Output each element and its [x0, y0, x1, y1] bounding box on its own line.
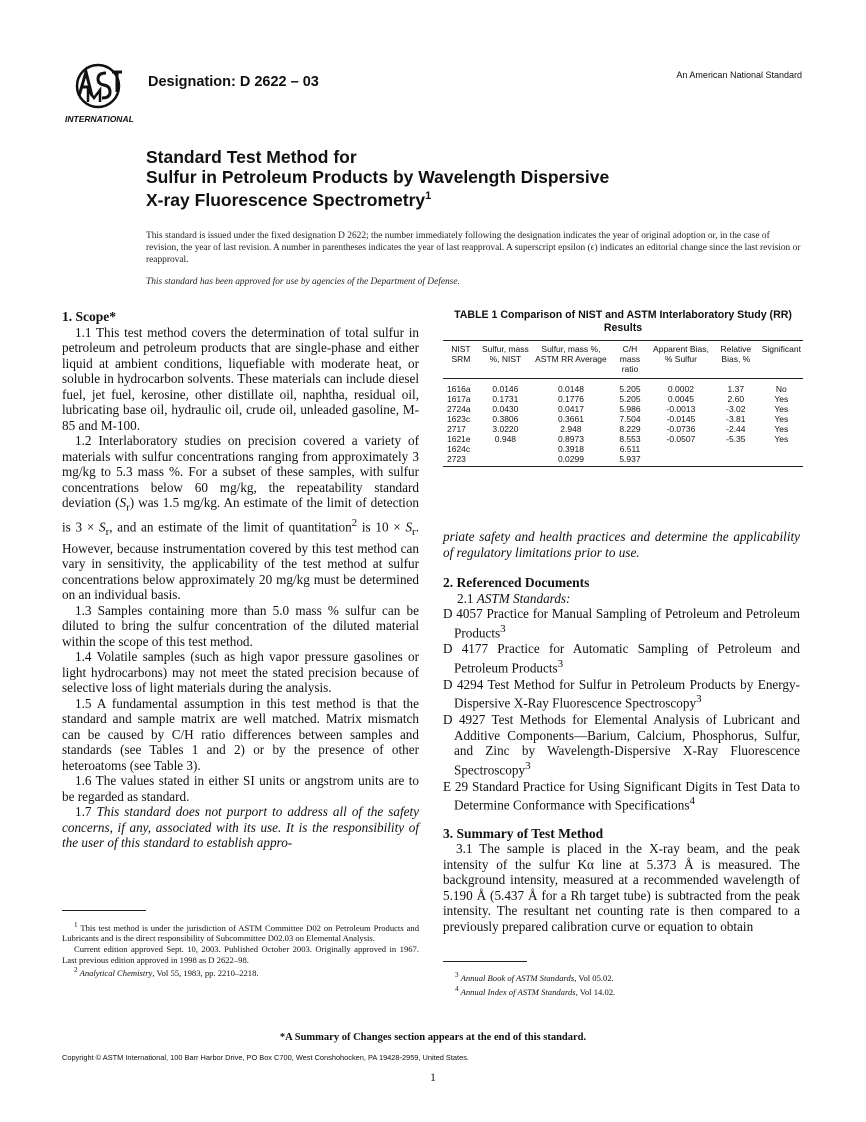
- footnotes-left: [62, 920, 419, 979]
- table-cell: 5.986: [619, 404, 641, 414]
- title-footnote-mark: 1: [425, 190, 432, 202]
- reference-item: [443, 677, 800, 711]
- table-cell: -3.02: [726, 404, 746, 414]
- footnote-1-mark: 1: [74, 921, 78, 929]
- table-cell: 0.0299: [557, 454, 584, 464]
- subsection-title: ASTM Standards:: [476, 590, 571, 606]
- logo-wordmark: INTERNATIONAL: [65, 114, 134, 124]
- p1-2-part-e: . However, because instrumentation covered by this test method can vary in sensitivity, the applicability of the test method at sulfur concentrations below approximately 20 mg/kg must be determined on an individual basis.: [62, 519, 420, 603]
- table-cell: -2.44: [726, 424, 746, 434]
- astm-standards-label: [443, 591, 800, 607]
- table-row: [443, 394, 803, 404]
- title-line-1: Standard Test Method for: [146, 147, 357, 167]
- table-cell: No: [775, 384, 787, 394]
- table-cell: 1616a: [447, 384, 471, 394]
- sr-symbol: S: [405, 519, 413, 535]
- table-row: [443, 404, 803, 414]
- table-cell: 0.8973: [557, 434, 584, 444]
- page-number: 1: [430, 1072, 436, 1084]
- title-line-3-text: X-ray Fluorescence Spectrometry: [146, 189, 426, 210]
- p1-2-part-d: is 10 ×: [357, 519, 406, 535]
- table-cell: 0.0148: [557, 384, 584, 394]
- footnote-3-text: , Vol 05.02.: [574, 972, 614, 983]
- footnote-2-title: Analytical Chemistry: [77, 968, 153, 979]
- table-cell: 3.0220: [492, 424, 519, 434]
- reference-text: D 4927 Test Methods for Elemental Analysis of Lubricant and Additive Components—Barium, Calcium, Phosphorus, Sulfur, and Zinc by Wavelength-Dispersive X-Ray Fluorescence Spectroscopy: [443, 712, 800, 778]
- p1-7-number: 1.7: [75, 804, 97, 820]
- footnote-2-text: , Vol 55, 1983, pp. 2210–2218.: [152, 968, 259, 979]
- table-cell: 5.937: [619, 454, 641, 464]
- table-header-cell: Sulfur, mass %, ASTM RR Average: [532, 341, 610, 379]
- reference-item: [443, 712, 800, 777]
- footnote-4-title: Annual Index of ASTM Standards: [458, 986, 576, 997]
- footnote-1-text: This test method is under the jurisdiction of ASTM Committee D02 on Petroleum Products and Lubricants and is the direct responsibility of Subcommittee D02.03 on Elemental Analysis.: [62, 922, 419, 944]
- table-cell: 6.511: [619, 444, 641, 454]
- table-cell: -0.0013: [666, 404, 696, 414]
- edition-note: Current edition approved Sept. 10, 2003. Published October 2003. Originally approved in 1967. Last previous edition approved in 1998 as D 2622–98.: [62, 944, 419, 965]
- right-column: [443, 529, 800, 934]
- title-line-2: Sulfur in Petroleum Products by Wavelength Dispersive: [146, 166, 610, 187]
- table-cell: 5.205: [619, 394, 641, 404]
- table-cell: 0.0045: [667, 394, 694, 404]
- table-row: [443, 434, 803, 444]
- dod-approval-notice: This standard has been approved for use by agencies of the Department of Defense.: [146, 277, 460, 287]
- paragraph-1-4: 1.4 Volatile samples (such as high vapor pressure gasolines or light hydrocarbons) may not meet the stated precision because of selective loss of light materials during the analysis.: [62, 649, 419, 696]
- table-cell: 0.0417: [557, 404, 584, 414]
- table-cell: [712, 444, 760, 454]
- table-cell: [479, 444, 532, 454]
- reference-item: [443, 606, 800, 640]
- table-header-cell: Apparent Bias, % Sulfur: [650, 341, 712, 379]
- table-cell: [760, 444, 803, 454]
- reference-list: [443, 606, 800, 813]
- table-cell: 1621e: [447, 434, 471, 444]
- referenced-documents-heading: 2. Referenced Documents: [443, 575, 590, 590]
- table-cell: Yes: [774, 424, 789, 434]
- table-cell: 0.0002: [667, 384, 694, 394]
- copyright-line: Copyright © ASTM International, 100 Barr Harbor Drive, PO Box C700, West Conshohocken, PA 19428-2959, United States.: [62, 1053, 469, 1062]
- table-cell: 0.0146: [492, 384, 519, 394]
- table-cell: 8.229: [619, 424, 641, 434]
- reference-text: D 4057 Practice for Manual Sampling of Petroleum and Petroleum Products: [443, 606, 800, 640]
- footnote-4-text: , Vol 14.02.: [575, 986, 616, 997]
- document-title: [146, 148, 806, 210]
- table-cell: 0.0430: [492, 404, 519, 414]
- sr-subscript: r: [105, 526, 110, 539]
- paragraph-3-1: 3.1 The sample is placed in the X-ray beam, and the peak intensity of the sulfur Kα line at 5.373 Å is measured. The background intensity, measured at a recommended wavelength of 5.190 Å (5.437 Å for a Rh target tube) is subtracted from the peak intensity. The resultant net counting rate is then compared to a previously prepared calibration curve or equation to obtain: [443, 841, 800, 934]
- table-cell: 2724a: [447, 404, 471, 414]
- sr-subscript: r: [412, 526, 416, 539]
- left-column: [62, 309, 419, 851]
- table-1-caption: TABLE 1 Comparison of NIST and ASTM Interlaboratory Study (RR) Results: [454, 309, 792, 334]
- reference-footnote-mark: 3: [557, 657, 564, 670]
- paragraph-1-7: [62, 804, 419, 851]
- designation: Designation: D 2622 – 03: [148, 74, 319, 90]
- table-1: [443, 340, 803, 467]
- summary-heading: 3. Summary of Test Method: [443, 825, 604, 841]
- table-cell: 0.1776: [557, 394, 584, 404]
- paragraph-1-3: 1.3 Samples containing more than 5.0 mass % sulfur can be diluted to bring the sulfur concentration of the diluted material within the scope of this test method.: [62, 602, 419, 649]
- footnote-rule: [62, 910, 146, 911]
- footnote-rule: [443, 961, 527, 962]
- national-standard-label: An American National Standard: [676, 70, 802, 80]
- footnote-3-mark: 3: [455, 971, 459, 979]
- table-cell: [650, 454, 712, 466]
- footnote-4: [443, 984, 800, 998]
- table-cell: -0.0507: [666, 434, 696, 444]
- footnote-2-mark: 2: [74, 966, 78, 975]
- summary-of-changes-note: *A Summary of Changes section appears at the end of this standard.: [279, 1032, 587, 1043]
- astm-logo: [62, 62, 138, 126]
- table-row: [443, 414, 803, 424]
- table-cell: 1617a: [447, 394, 471, 404]
- reference-text: E 29 Standard Practice for Using Significant Digits in Test Data to Determine Conformance with Specifications: [443, 778, 800, 813]
- p1-7-text-left: This standard does not purport to address all of the safety concerns, if any, associated with its use. It is the responsibility of the user of this standard to establish appro-: [62, 804, 420, 851]
- reference-footnote-mark: 3: [696, 693, 702, 706]
- scope-heading: 1. Scope*: [62, 309, 116, 324]
- table-cell: 2717: [447, 424, 466, 434]
- reference-text: D 4294 Test Method for Sulfur in Petroleum Products by Energy-Dispersive X-Ray Fluorescence Spectroscopy: [443, 676, 800, 711]
- paragraph-1-2: [62, 433, 419, 603]
- footnote-1: [62, 920, 419, 944]
- table-row: [443, 444, 803, 454]
- table-cell: 5.205: [619, 384, 641, 394]
- table-cell: 2.60: [727, 394, 745, 404]
- table-cell: 2.948: [560, 424, 582, 434]
- reference-item: [443, 641, 800, 675]
- paragraph-1-1: 1.1 This test method covers the determination of total sulfur in petroleum and petroleum products that are single-phase and either liquid at ambient conditions, liquefiable with moderate heat, or soluble in hydrocarbon solvents. These materials can include diesel fuel, jet fuel, kerosine, other distillate oil, naphtha, residual oil, lubricating base oil, hydraulic oil, crude oil, unleaded gasoline, M-85 and M-100.: [62, 324, 419, 433]
- table-cell: 0.3918: [557, 444, 584, 454]
- table-cell: 8.553: [619, 434, 641, 444]
- paragraph-1-5: 1.5 A fundamental assumption in this test method is that the standard and sample matrix are well matched. Matrix mismatch can be caused by C/H ratio differences between samples and standards (see Tables 1 and 2) or by the presence of other heteroatoms (see Table 3).: [62, 695, 419, 773]
- reference-text: D 4177 Practice for Automatic Sampling of Petroleum and Petroleum Products: [443, 641, 800, 676]
- reference-item: [443, 779, 800, 813]
- table-cell: 1.37: [727, 384, 745, 394]
- p1-2-part-a: 1.2 Interlaboratory studies on precision covered a variety of materials with sulfur concentrations ranging from approximately 3 mg/kg to 5.3 mass %. For a subset of these samples, with sulfur concentrations below 60 mg/kg, the repeatability standard deviation (: [62, 433, 419, 510]
- table-row: [443, 454, 803, 466]
- table-cell: [650, 444, 712, 454]
- table-row: [443, 379, 803, 395]
- reference-footnote-mark: 3: [500, 622, 506, 635]
- table-cell: -5.35: [726, 434, 746, 444]
- table-header-cell: C/H mass ratio: [610, 341, 650, 379]
- table-header-cell: Significant: [760, 341, 803, 379]
- table-header-cell: Sulfur, mass %, NIST: [479, 341, 532, 379]
- paragraph-1-6: 1.6 The values stated in either SI units or angstrom units are to be regarded as standard.: [62, 773, 419, 804]
- reference-footnote-mark: 4: [689, 795, 695, 808]
- table-cell: 7.504: [619, 414, 641, 424]
- footnote-3-title: Annual Book of ASTM Standards: [458, 972, 575, 983]
- subsection-number: 2.1: [457, 590, 477, 606]
- table-cell: 0.1731: [492, 394, 519, 404]
- sr-symbol: S: [98, 519, 106, 535]
- table-cell: Yes: [774, 414, 789, 424]
- p1-2-part-c: , and an estimate of the limit of quantitation: [109, 519, 352, 535]
- title-line-3: [146, 187, 806, 210]
- table-cell: 1624c: [447, 444, 471, 454]
- table-cell: 2723: [447, 454, 466, 464]
- table-cell: 0.3661: [557, 414, 584, 424]
- table-cell: 1623c: [447, 414, 471, 424]
- table-cell: -0.0145: [666, 414, 696, 424]
- table-header-cell: NIST SRM: [443, 341, 479, 379]
- table-cell: 0.3806: [492, 414, 519, 424]
- table-header-cell: Relative Bias, %: [712, 341, 760, 379]
- footnote-mark-2: 2: [351, 517, 358, 530]
- sr-symbol: S: [119, 495, 127, 510]
- p1-2-part-b: ) was 1.5 mg/kg. An estimate of the limit of detection is 3 ×: [62, 495, 420, 535]
- table-cell: Yes: [774, 404, 789, 414]
- footnote-2: [62, 965, 419, 978]
- table-cell: Yes: [774, 434, 789, 444]
- table-cell: -3.81: [726, 414, 746, 424]
- table-cell: [479, 454, 532, 466]
- table-cell: [760, 454, 803, 466]
- reference-footnote-mark: 3: [525, 759, 531, 772]
- table-header-row: [443, 341, 803, 379]
- table-body: [443, 379, 803, 467]
- footnote-4-mark: 4: [455, 984, 459, 993]
- table-cell: -0.0736: [666, 424, 696, 434]
- table-row: [443, 424, 803, 434]
- paragraph-1-7-continued: priate safety and health practices and determine the applicability of regulatory limitations prior to use.: [443, 529, 800, 560]
- footnotes-right: [443, 970, 800, 998]
- table-cell: [712, 454, 760, 466]
- sr-subscript: r: [126, 501, 130, 514]
- footnote-3: [443, 970, 800, 984]
- table-cell: Yes: [774, 394, 789, 404]
- issuance-notice: This standard is issued under the fixed designation D 2622; the number immediately following the designation indicates the year of original adoption or, in the case of revision, the year of last revision. A number in parentheses indicates the year of last reapproval. A superscript epsilon (ϵ) indicates an editorial change since the last revision or reapproval.: [146, 231, 801, 266]
- table-cell: 0.948: [494, 434, 517, 444]
